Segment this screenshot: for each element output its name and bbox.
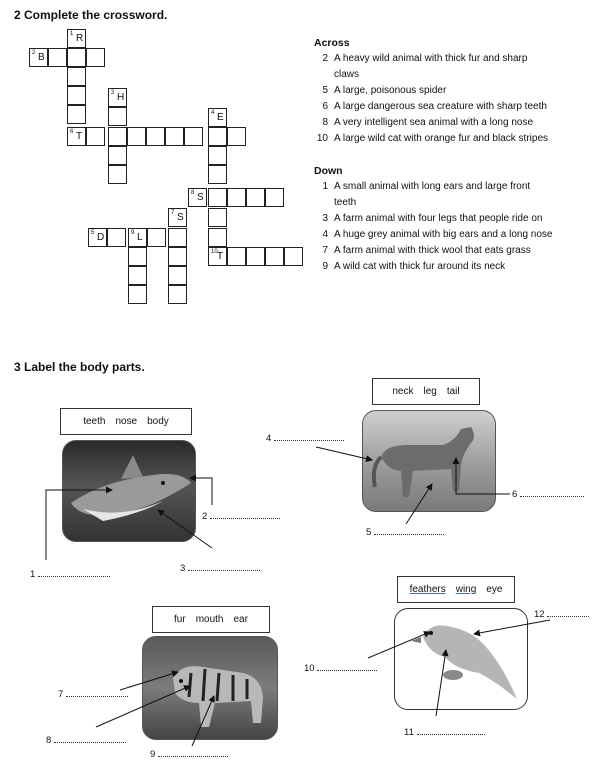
label-10[interactable]: 10 <box>304 662 377 674</box>
section-2-title: 2 Complete the crossword. <box>14 8 168 22</box>
label-8[interactable]: 8 <box>46 734 126 746</box>
label-11[interactable]: 11 <box>404 726 485 738</box>
across-title: Across <box>314 37 350 49</box>
clue-down-9: 9 A wild cat with thick fur around its neck <box>322 261 506 272</box>
bird-word-box: feathers wing eye <box>397 576 515 603</box>
crossword-cell[interactable]: 7 S <box>168 208 187 227</box>
clue-across-6: 6 A large dangerous sea creature with sharp teeth <box>322 101 547 112</box>
crossword-cell[interactable]: 4 E <box>208 108 227 127</box>
crossword-cell[interactable]: 3 H <box>108 88 127 107</box>
crossword-cell[interactable]: 10 T <box>208 247 227 266</box>
tiger-word-box: fur mouth ear <box>152 606 270 633</box>
section-3-title: 3 Label the body parts. <box>14 360 145 374</box>
clue-across-2: 2 A heavy wild animal with thick fur and sharp claws <box>322 53 528 80</box>
crossword-cell[interactable]: 5 D <box>88 228 107 247</box>
crossword-cell[interactable]: 9 L <box>128 228 147 247</box>
label-6[interactable]: 6 <box>512 488 584 500</box>
clue-down-4: 4 A huge grey animal with big ears and a long nose <box>322 229 553 240</box>
clue-down-3: 3 A farm animal with four legs that people ride on <box>322 213 543 224</box>
crossword-cell[interactable]: 8 S <box>188 188 207 207</box>
crossword-cell[interactable]: 2 B <box>29 48 48 67</box>
label-2[interactable]: 2 <box>202 510 280 522</box>
clue-down-7: 7 A farm animal with thick wool that eats grass <box>322 245 531 256</box>
crossword-cell[interactable]: 1 R <box>67 29 86 48</box>
label-4[interactable]: 4 <box>266 432 344 444</box>
label-12[interactable]: 12 <box>534 608 589 620</box>
label-3[interactable]: 3 <box>180 562 260 574</box>
label-1[interactable]: 1 <box>30 568 110 580</box>
crossword-cell[interactable]: 6 T <box>67 127 86 146</box>
clue-across-8: 8 A very intelligent sea animal with a long nose <box>322 117 534 128</box>
horse-word-box: neck leg tail <box>372 378 480 405</box>
label-9[interactable]: 9 <box>150 748 228 760</box>
down-title: Down <box>314 165 343 177</box>
label-5[interactable]: 5 <box>366 526 444 538</box>
shark-word-box: teeth nose body <box>60 408 192 435</box>
label-7[interactable]: 7 <box>58 688 128 700</box>
clue-across-10: 10 A large wild cat with orange fur and black stripes <box>316 133 548 144</box>
clue-across-5: 5 A large, poisonous spider <box>322 85 447 96</box>
clue-down-1: 1 A small animal with long ears and large front teeth <box>322 181 531 208</box>
